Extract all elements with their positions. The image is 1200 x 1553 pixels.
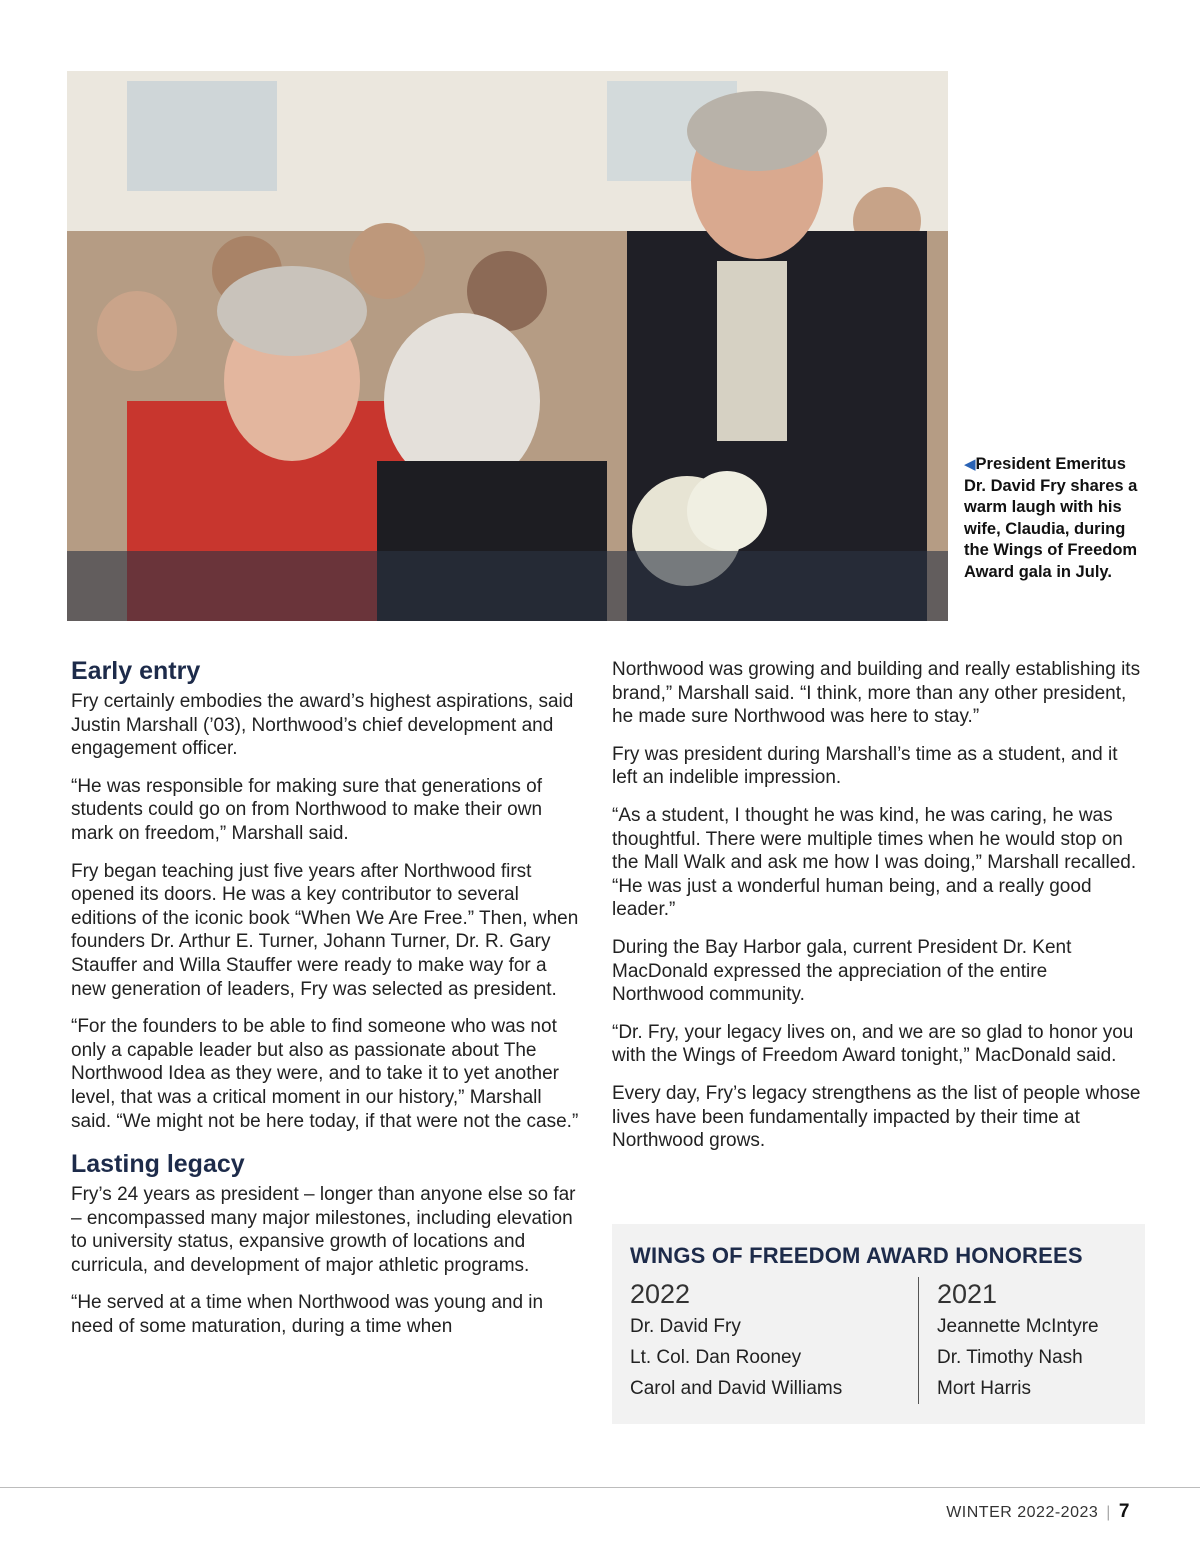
paragraph: Fry began teaching just five years after Northwood first opened its doors. He was a key contributor to several editions of the iconic book “When We Are Free.” Then, when founders Dr. Arthur E. Turner, Johann Turner, Dr. R. Gary Stauffer and Willa Stauffer were ready to make way for a new generation of leaders, Fry was selected as president. xyxy=(71,860,579,1000)
footer-divider xyxy=(0,1487,1200,1488)
paragraph: Fry was president during Marshall’s time as a student, and it left an indelible impression. xyxy=(612,743,1118,789)
heading-lasting-legacy: Lasting legacy xyxy=(71,1150,245,1179)
footer-separator: | xyxy=(1106,1504,1111,1521)
honoree-name: Mort Harris xyxy=(937,1378,1031,1399)
honoree-name: Lt. Col. Dan Rooney xyxy=(630,1347,802,1368)
right-column xyxy=(612,658,1142,1167)
paragraph: “Dr. Fry, your legacy lives on, and we are so glad to honor you with the Wings of Freedom Award tonight,” MacDonald said. xyxy=(612,1021,1134,1067)
honorees-2022 xyxy=(630,1277,919,1404)
honoree-name: Jeannette McIntyre xyxy=(937,1316,1099,1337)
paragraph: Fry certainly embodies the award’s highest aspirations, said Justin Marshall (’03), Northwood’s chief development and engagement officer. xyxy=(71,691,574,760)
honoree-name: Dr. David Fry xyxy=(630,1316,741,1337)
left-column xyxy=(71,656,583,1353)
paragraph: Northwood was growing and building and really establishing its brand,” Marshall said. “I think, more than any other president, he made sure Northwood was here to stay.” xyxy=(612,659,1141,728)
issue-label: WINTER 2022-2023 xyxy=(946,1504,1099,1521)
heading-early-entry: Early entry xyxy=(71,657,201,685)
honorees-title: WINGS OF FREEDOM AWARD HONOREES xyxy=(630,1243,1083,1268)
paragraph: During the Bay Harbor gala, current President Dr. Kent MacDonald expressed the appreciation of the entire Northwood community. xyxy=(612,936,1072,1006)
paragraph: “For the founders to be able to find someone who was not only a capable leader but also as passionate about The Northwood Idea as they were, and to take it to yet another level, that was a critical moment in our history,” Marshall said. “We might not be here today, if that were not the case.” xyxy=(71,1016,579,1132)
honoree-name: Carol and David Williams xyxy=(630,1378,843,1399)
page-footer xyxy=(946,1500,1130,1525)
honorees-columns xyxy=(630,1277,1127,1404)
photo-illustration xyxy=(67,71,948,621)
paragraph: “He served at a time when Northwood was young and in need of some maturation, during a time when xyxy=(71,1292,544,1338)
honorees-2021 xyxy=(919,1277,1099,1404)
paragraph: Fry’s 24 years as president – longer than anyone else so far – encompassed many major milestones, including elevation to university status, expansive growth of locations and curricula, and development of major athletic programs. xyxy=(71,1184,576,1276)
honorees-year: 2022 xyxy=(630,1279,691,1309)
page-number: 7 xyxy=(1118,1501,1130,1522)
paragraph: “As a student, I thought he was kind, he was caring, he was thoughtful. There were multiple times when he would stop on the Mall Walk and ask me how I was doing,” Marshall recalled. “He was just a wonderful human being, and a really good leader.” xyxy=(612,804,1137,921)
photo-caption xyxy=(964,454,1144,583)
gala-photo xyxy=(67,71,948,621)
paragraph: “He was responsible for making sure that generations of students could go on from Northwood to make their own mark on freedom,” Marshall said. xyxy=(71,775,543,844)
honorees-year: 2021 xyxy=(937,1279,998,1309)
caption-text: President Emeritus Dr. David Fry shares a warm laugh with his wife, Claudia, during the Wings of Freedom Award gala in July. xyxy=(964,455,1138,581)
honoree-name: Dr. Timothy Nash xyxy=(937,1347,1083,1368)
honorees-box xyxy=(612,1224,1145,1424)
paragraph: Every day, Fry’s legacy strengthens as the list of people whose lives have been fundamentally impacted by their time at Northwood grows. xyxy=(612,1082,1141,1152)
caption-arrow-icon: ◀ xyxy=(964,456,976,473)
